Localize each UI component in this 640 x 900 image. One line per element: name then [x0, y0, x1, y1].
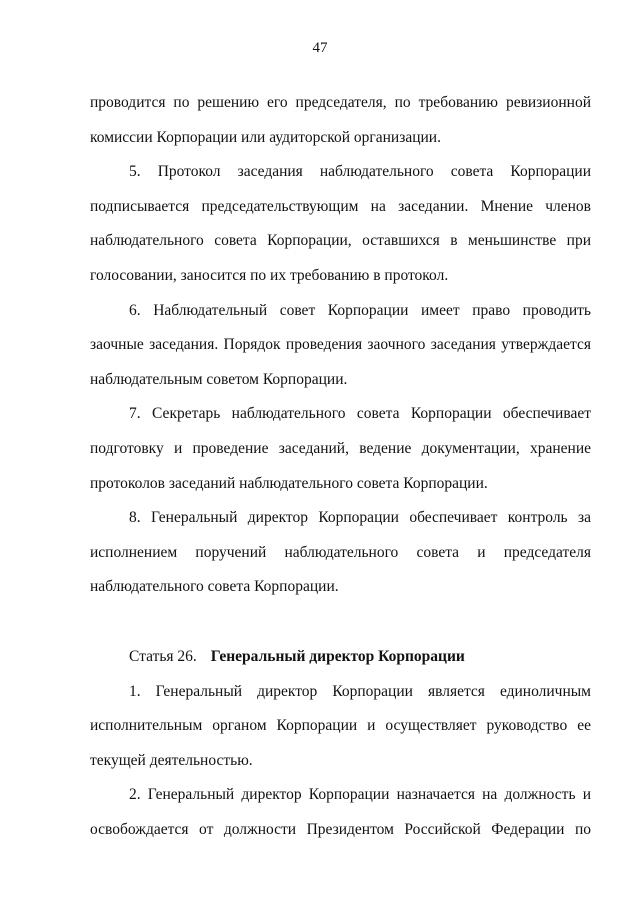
document-body: [90, 86, 591, 847]
paragraph-item-7: 7. Секретарь наблюдательного совета Корпорации обеспечивает подготовку и проведение заседаний, ведение документации, хранение протоколов заседаний наблюдательного совета Корпорации.: [90, 405, 591, 492]
paragraph-item-5: 5. Протокол заседания наблюдательного совета Корпорации подписывается председательствующим на заседании. Мнение членов наблюдательного совета Корпорации, оставшихся в меньшинстве при голосовании, заносится по их требованию в протокол.: [90, 163, 591, 284]
article-title: Генеральный директор Корпорации: [210, 647, 465, 665]
paragraph-continuation: проводится по решению его председателя, по требованию ревизионной комиссии Корпорации или аудиторской организации.: [90, 94, 591, 146]
article-heading: [90, 640, 591, 675]
page-number: 47: [312, 40, 328, 56]
paragraph-item-8: 8. Генеральный директор Корпорации обеспечивает контроль за исполнением поручений наблюдательного совета и председателя наблюдательного совета Корпорации.: [90, 509, 591, 596]
paragraph-item-2: 2. Генеральный директор Корпорации назначается на должность и освобождается от должности Президентом Российской Федерации по: [90, 786, 591, 838]
paragraph-item-6: 6. Наблюдательный совет Корпорации имеет право проводить заочные заседания. Порядок проведения заочного заседания утверждается наблюдательным советом Корпорации.: [90, 301, 591, 388]
article-number: Статья 26.: [129, 647, 197, 665]
paragraph-item-1: 1. Генеральный директор Корпорации является единоличным исполнительным органом Корпорации и осуществляет руководство ее текущей деятельностью.: [90, 682, 591, 769]
